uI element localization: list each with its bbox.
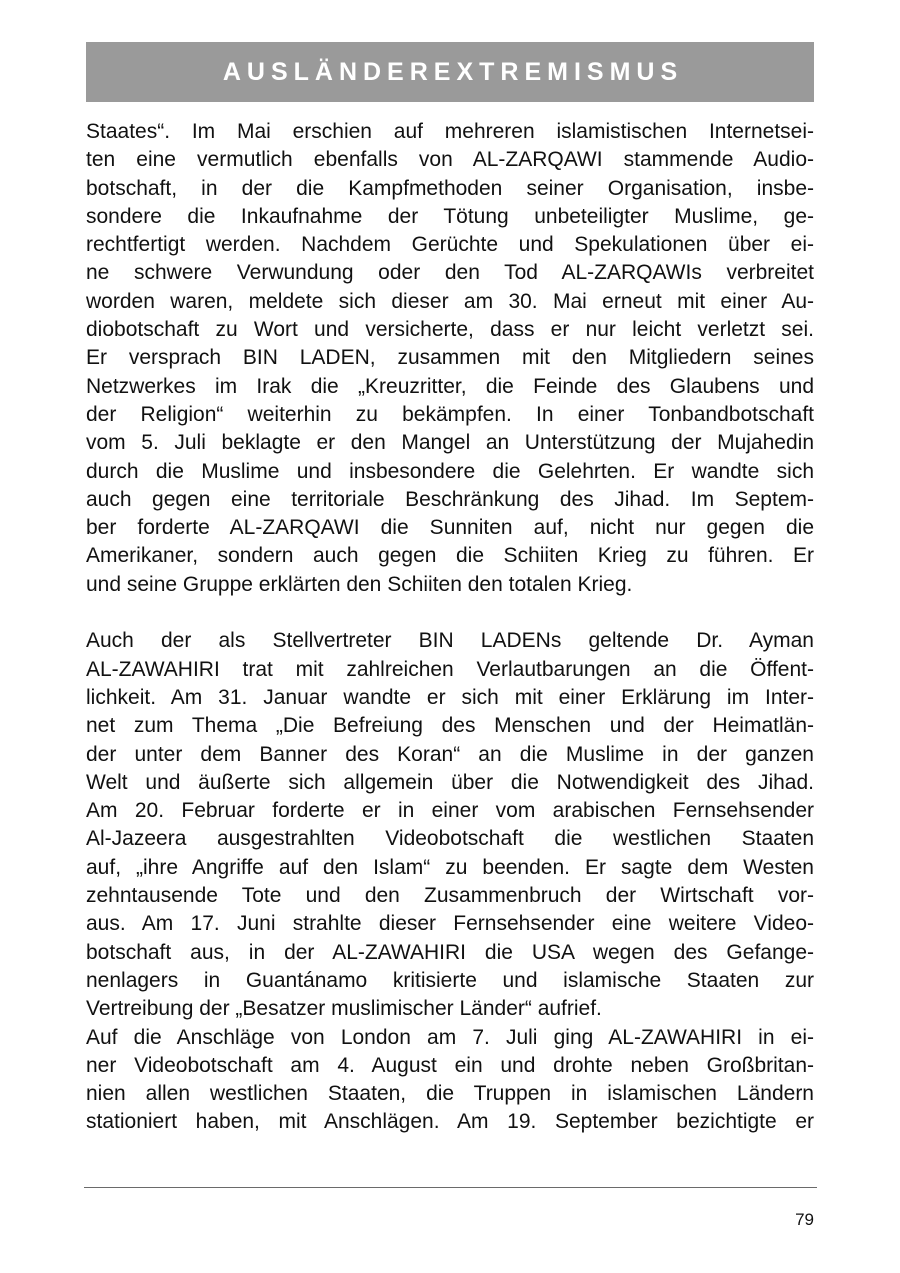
text-line: ne schwere Verwundung oder den Tod AL-ZARQAWIs verbreitet xyxy=(86,261,814,285)
text-line: Staates“. Im Mai erschien auf mehreren islamistischen Internetsei- xyxy=(86,120,814,143)
text-line: ner Videobotschaft am 4. August ein und drohte neben Großbritan- xyxy=(86,1053,814,1077)
text-line: Welt und äußerte sich allgemein über die Notwendigkeit des Jihad. xyxy=(86,770,814,794)
text-line: diobotschaft zu Wort und versicherte, dass er nur leicht verletzt sei. xyxy=(86,318,814,342)
text-line: nenlagers in Guantánamo kritisierte und islamische Staaten zur xyxy=(86,968,814,992)
text-line: auf, „ihre Angriffe auf den Islam“ zu beenden. Er sagte dem Westen xyxy=(86,855,814,879)
text-line: lichkeit. Am 31. Januar wandte er sich mit einer Erklärung im Inter- xyxy=(86,685,814,709)
section-header-bar xyxy=(86,42,814,102)
text-line: zehntausende Tote und den Zusammenbruch der Wirtschaft vor- xyxy=(86,884,814,908)
text-line: der Religion“ weiterhin zu bekämpfen. In einer Tonbandbotschaft xyxy=(86,402,814,426)
text-line: auch gegen eine territoriale Beschränkung des Jihad. Im Septem- xyxy=(86,487,814,511)
body-text xyxy=(86,118,814,1137)
text-line: net zum Thema „Die Befreiung des Menschen und der Heimatlän- xyxy=(86,714,814,738)
page-number: 79 xyxy=(795,1210,814,1229)
text-line: vom 5. Juli beklagte er den Mangel an Unterstützung der Mujahedin xyxy=(86,431,814,455)
text-line: Er versprach BIN LADEN, zusammen mit den Mitgliedern seines xyxy=(86,346,814,370)
text-line: Amerikaner, sondern auch gegen die Schiiten Krieg zu führen. Er xyxy=(86,544,814,568)
text-line: ber forderte AL-ZARQAWI die Sunniten auf, nicht nur gegen die xyxy=(86,516,814,540)
text-line: rechtfertigt werden. Nachdem Gerüchte und Spekulationen über ei- xyxy=(86,233,814,257)
footer-divider xyxy=(84,1187,817,1188)
text-line: aus. Am 17. Juni strahlte dieser Fernsehsender eine weitere Video- xyxy=(86,912,814,936)
text-line: und seine Gruppe erklärten den Schiiten den totalen Krieg. xyxy=(86,572,633,596)
text-line: Auch der als Stellvertreter BIN LADENs geltende Dr. Ayman xyxy=(86,629,814,653)
paragraph-1 xyxy=(86,118,814,599)
text-line: worden waren, meldete sich dieser am 30. Mai erneut mit einer Au- xyxy=(86,289,814,313)
text-line: Am 20. Februar forderte er in einer vom arabischen Fernsehsender xyxy=(86,799,814,823)
text-line: Auf die Anschläge von London am 7. Juli ging AL-ZAWAHIRI in ei- xyxy=(86,1025,814,1049)
text-line: der unter dem Banner des Koran“ an die Muslime in der ganzen xyxy=(86,742,814,766)
text-line: AL-ZAWAHIRI trat mit zahlreichen Verlautbarungen an die Öffent- xyxy=(86,657,814,681)
paragraph-3 xyxy=(86,1024,814,1137)
text-line: Vertreibung der „Besatzer muslimischer Länder“ aufrief. xyxy=(86,997,602,1021)
text-line: ten eine vermutlich ebenfalls von AL-ZARQAWI stammende Audio- xyxy=(86,148,814,172)
text-line: Netzwerkes im Irak die „Kreuzritter, die Feinde des Glaubens und xyxy=(86,374,814,398)
text-line: Al-Jazeera ausgestrahlten Videobotschaft die westlichen Staaten xyxy=(86,827,814,851)
text-line: botschaft aus, in der AL-ZAWAHIRI die USA wegen des Gefange- xyxy=(86,940,814,964)
paragraph-2 xyxy=(86,627,814,1023)
text-line: botschaft, in der die Kampfmethoden seiner Organisation, insbe- xyxy=(86,176,814,200)
text-line: durch die Muslime und insbesondere die Gelehrten. Er wandte sich xyxy=(86,459,814,483)
text-line: stationiert haben, mit Anschlägen. Am 19. September bezichtigte er xyxy=(86,1110,814,1134)
paragraph-gap xyxy=(86,599,814,627)
text-line: nien allen westlichen Staaten, die Truppen in islamischen Ländern xyxy=(86,1082,814,1106)
section-header-title: AUSLÄNDEREXTREMISMUS xyxy=(222,57,684,86)
text-line: sondere die Inkaufnahme der Tötung unbeteiligter Muslime, ge- xyxy=(86,204,814,228)
